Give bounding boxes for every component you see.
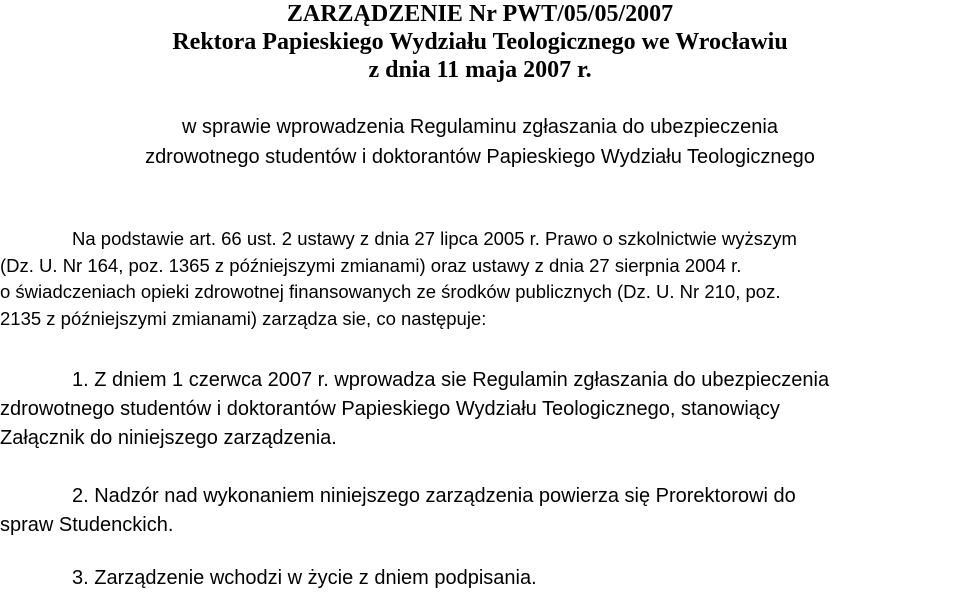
legal-basis-line-3: o świadczeniach opieki zdrowotnej finansowanych ze środków publicznych (Dz. U. Nr 210, poz. [0,281,781,302]
point-1 [0,366,960,453]
point-1-line-3: Załącznik do niniejszego zarządzenia. [0,427,337,449]
document-title: ZARZĄDZENIE Nr PWT/05/05/2007 [286,1,674,27]
point-1-line-1 [0,366,960,395]
point-2-line-1: 2. Nadzór nad wykonaniem niniejszego zarządzenia powierza się Prorektorowi do [72,485,796,507]
legal-basis-line-1: Na podstawie art. 66 ust. 2 ustawy z dnia 27 lipca 2005 r. Prawo o szkolnictwie wyższym [72,228,797,249]
document-subject [0,112,960,172]
point-2 [0,482,960,540]
legal-basis-line-4: 2135 z późniejszymi zmianami) zarządza sie, co następuje: [0,307,487,329]
point-3 [0,564,960,593]
legal-basis-paragraph [0,226,960,332]
point-1-line-2: zdrowotnego studentów i doktorantów Papieskiego Wydziału Teologicznego, stanowiący [0,398,780,420]
date-line: z dnia 11 maja 2007 r. [368,57,592,83]
issuer-line: Rektora Papieskiego Wydziału Teologicznego we Wrocławiu [172,29,788,55]
document-header [0,0,960,84]
subject-line-1: w sprawie wprowadzenia Regulaminu zgłaszania do ubezpieczenia [182,116,778,138]
subject-line-2: zdrowotnego studentów i doktorantów Papieskiego Wydziału Teologicznego [145,146,815,168]
point-3-line-1: 3. Zarządzenie wchodzi w życie z dniem podpisania. [72,567,537,589]
point-1-date-text: 1. Z dniem 1 czerwca 2007 r. [72,369,329,391]
point-1-text-start: wprowadza sie Regulamin zgłaszania do ubezpieczenia [328,369,830,391]
legal-basis-line-2: (Dz. U. Nr 164, poz. 1365 z późniejszymi zmianami) oraz ustawy z dnia 27 sierpnia 2004 r. [0,254,742,276]
point-2-line-2: spraw Studenckich. [0,514,174,536]
